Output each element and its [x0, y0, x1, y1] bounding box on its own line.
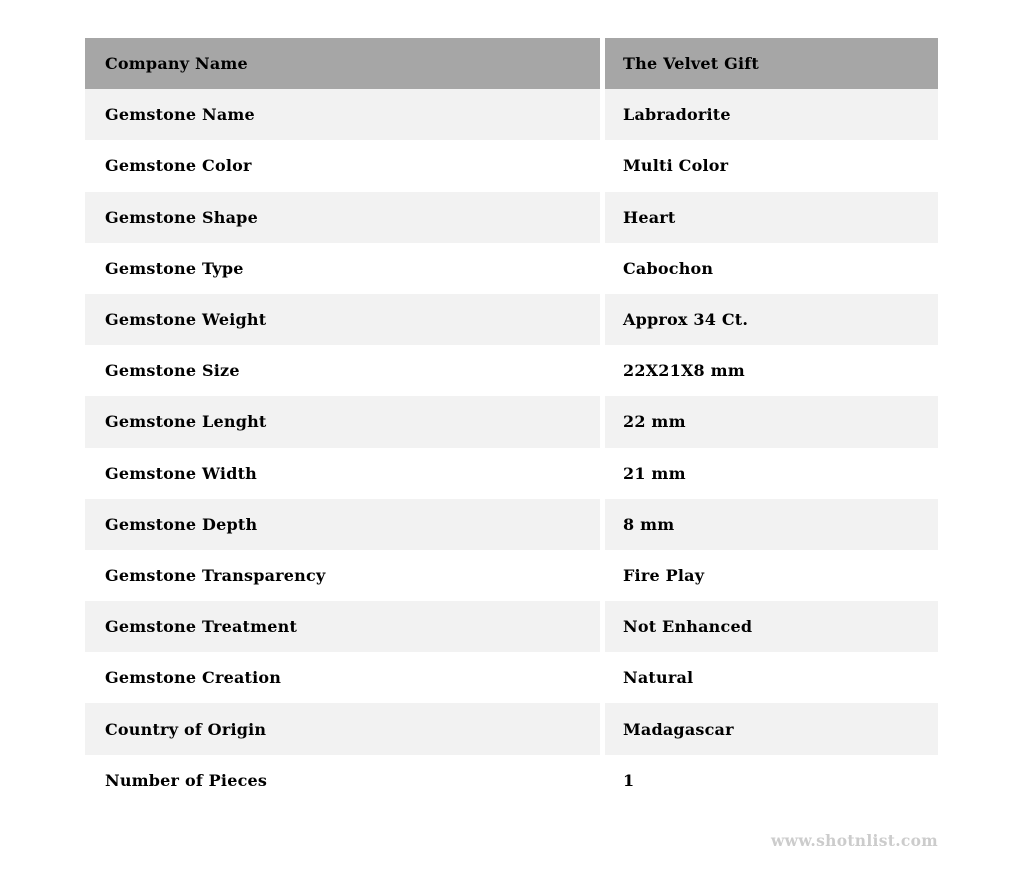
table-row: [85, 89, 938, 140]
row-label: Gemstone Creation: [85, 652, 600, 703]
row-label: Gemstone Color: [85, 140, 600, 191]
row-label: Gemstone Depth: [85, 499, 600, 550]
row-label: Gemstone Name: [85, 89, 600, 140]
table-row: [85, 243, 938, 294]
table-row: [85, 755, 938, 806]
table-row: [85, 192, 938, 243]
row-value: 22 mm: [605, 396, 938, 447]
row-value: Heart: [605, 192, 938, 243]
header-label-cell: Company Name: [85, 38, 600, 89]
row-value: Approx 34 Ct.: [605, 294, 938, 345]
row-value: Labradorite: [605, 89, 938, 140]
row-value: 8 mm: [605, 499, 938, 550]
table-row: [85, 448, 938, 499]
row-value: Multi Color: [605, 140, 938, 191]
row-label: Gemstone Treatment: [85, 601, 600, 652]
table-row: [85, 345, 938, 396]
watermark-text: www.shotnlist.com: [771, 831, 938, 850]
row-value: Natural: [605, 652, 938, 703]
row-value: Cabochon: [605, 243, 938, 294]
row-label: Gemstone Shape: [85, 192, 600, 243]
row-value: 1: [605, 755, 938, 806]
table-row: [85, 140, 938, 191]
row-label: Gemstone Weight: [85, 294, 600, 345]
table-header-row: [85, 38, 938, 89]
row-label: Gemstone Type: [85, 243, 600, 294]
row-label: Gemstone Transparency: [85, 550, 600, 601]
table-row: [85, 601, 938, 652]
row-label: Gemstone Width: [85, 448, 600, 499]
row-label: Gemstone Size: [85, 345, 600, 396]
header-value-cell: The Velvet Gift: [605, 38, 938, 89]
row-value: 22X21X8 mm: [605, 345, 938, 396]
table-row: [85, 703, 938, 754]
row-label: Number of Pieces: [85, 755, 600, 806]
row-label: Gemstone Lenght: [85, 396, 600, 447]
table-row: [85, 652, 938, 703]
table-body: [85, 89, 938, 806]
row-value: 21 mm: [605, 448, 938, 499]
table-row: [85, 396, 938, 447]
table-row: [85, 550, 938, 601]
row-value: Not Enhanced: [605, 601, 938, 652]
row-value: Fire Play: [605, 550, 938, 601]
gemstone-spec-table: [85, 38, 938, 806]
table-row: [85, 294, 938, 345]
row-label: Country of Origin: [85, 703, 600, 754]
table-row: [85, 499, 938, 550]
row-value: Madagascar: [605, 703, 938, 754]
